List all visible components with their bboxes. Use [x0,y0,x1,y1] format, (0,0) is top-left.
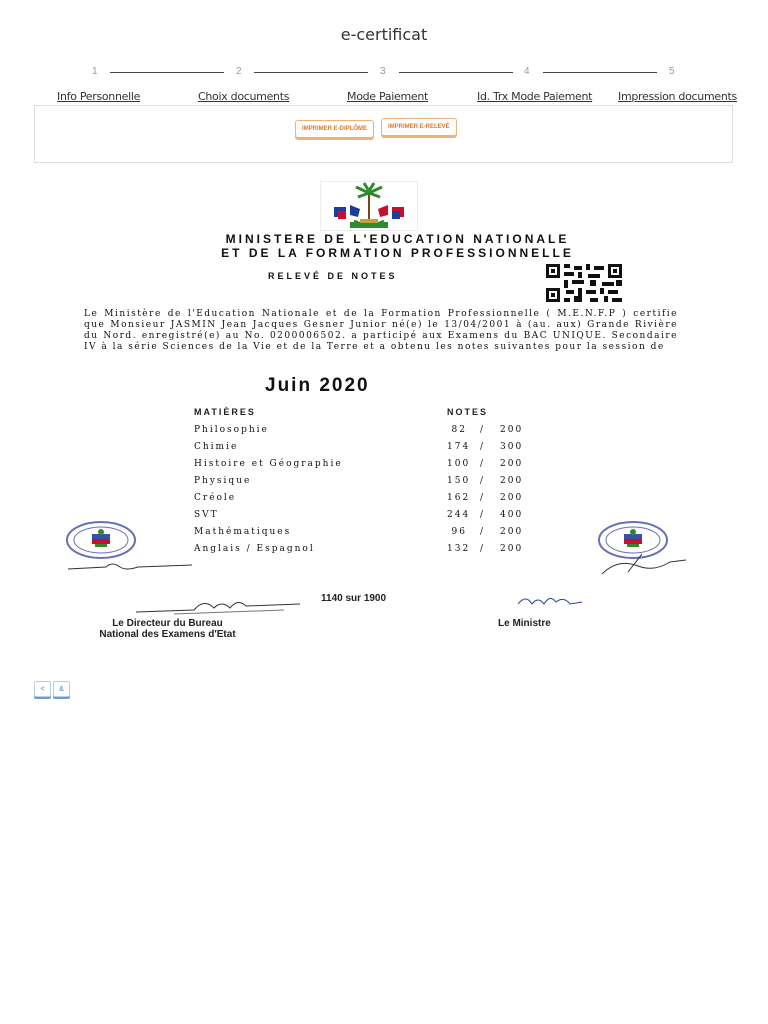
subject-score: 82 [451,425,467,435]
certificate-body-text: Le Ministère de l'Education Nationale et de la Formation Professionnelle ( M.E.N.F.P ) certifie que Monsieur JASMIN Jean Jacques Gesner Junior né(e) le 13/04/2001 à (au. aux) Grande Rivière du Nord. enregistré(e) au No. 0200006502. a participé aux Examens du BAC UNIQUE. Secondaire IV à la série Sciences de la Vie et de la Terre et a obtenu les notes suivantes pour la session de [84,309,678,352]
grade-row [194,476,534,493]
actions-panel [34,105,733,163]
subject-max: 300 [500,442,524,452]
score-separator: / [480,527,486,537]
grade-row [194,425,534,442]
grade-row [194,527,534,544]
score-separator: / [480,493,486,503]
qr-code [546,264,622,302]
step-link-id-trx[interactable]: Id. Trx Mode Paiement [477,90,593,103]
grade-row [194,493,534,510]
step-link-mode-paiement[interactable]: Mode Paiement [347,90,429,103]
director-signature [134,594,302,616]
step-number: 1 [92,66,98,77]
score-separator: / [480,510,486,520]
subject-max: 200 [500,544,524,554]
subject-name: Histoire et Géographie [194,459,343,469]
print-diploma-button[interactable]: IMPRIMER E-DIPLÔME [295,120,374,138]
subject-score: 96 [451,527,467,537]
step-number: 4 [524,66,530,77]
step-link-info-personnelle[interactable]: Info Personnelle [57,90,141,103]
step-number: 2 [236,66,242,77]
minister-signer-label: Le Ministre [498,618,551,629]
step-link-impression[interactable]: Impression documents [618,90,737,103]
column-header-grades: NOTES [447,407,489,417]
subject-max: 200 [500,425,524,435]
subject-max: 200 [500,459,524,469]
subject-name: Physique [194,476,252,486]
ministry-line-1: MINISTERE DE L'EDUCATION NATIONALE [225,232,570,246]
subject-max: 200 [500,527,524,537]
score-separator: / [480,544,486,554]
total-score: 1140 sur 1900 [321,593,387,604]
score-separator: / [480,476,486,486]
step-connector [399,72,513,73]
coat-of-arms-emblem [320,181,418,231]
pager [34,681,70,697]
subject-name: Créole [194,493,237,503]
print-transcript-button[interactable]: IMPRIMER E-RELEVÉ [381,118,457,136]
pager-prev-button[interactable]: < [34,681,51,697]
subject-name: SVT [194,510,219,520]
seal-scribble-right [598,548,690,578]
grade-row [194,510,534,527]
subject-score: 162 [447,493,471,503]
document-title: RELEVÉ DE NOTES [268,271,398,281]
subject-name: Mathématiques [194,527,292,537]
subject-max: 200 [500,476,524,486]
step-link-choix-documents[interactable]: Choix documents [198,90,290,103]
column-header-subjects: MATIÈRES [194,407,256,417]
grade-row [194,442,534,459]
subject-max: 200 [500,493,524,503]
step-connector [110,72,224,73]
certificate [0,178,768,658]
step-number: 5 [669,66,675,77]
minister-signature [516,592,584,610]
subject-name: Chimie [194,442,239,452]
score-separator: / [480,425,486,435]
stepper [0,66,768,106]
ministry-line-2: ET DE LA FORMATION PROFESSIONNELLE [221,246,574,260]
seal-scribble-left [66,559,194,575]
subject-max: 400 [500,510,524,520]
director-title-line-1: Le Directeur du Bureau [112,618,223,629]
subject-name: Anglais / Espagnol [194,544,315,554]
grade-row [194,544,534,561]
grade-row [194,459,534,476]
score-separator: / [480,459,486,469]
step-connector [543,72,657,73]
subject-score: 150 [447,476,471,486]
step-number: 3 [380,66,386,77]
subject-score: 174 [447,442,471,452]
director-title-line-2: National des Examens d'Etat [99,629,236,640]
score-separator: / [480,442,486,452]
pager-next-button[interactable]: & [53,681,70,697]
subject-score: 100 [447,459,471,469]
official-seal-left [64,520,138,560]
exam-session: Juin 2020 [265,375,370,396]
step-connector [254,72,368,73]
subject-score: 244 [447,510,471,520]
app-title: e-certificat [340,25,428,44]
director-signer-label [70,618,265,640]
ministry-header [0,232,768,260]
subject-name: Philosophie [194,425,269,435]
subject-score: 132 [447,544,471,554]
